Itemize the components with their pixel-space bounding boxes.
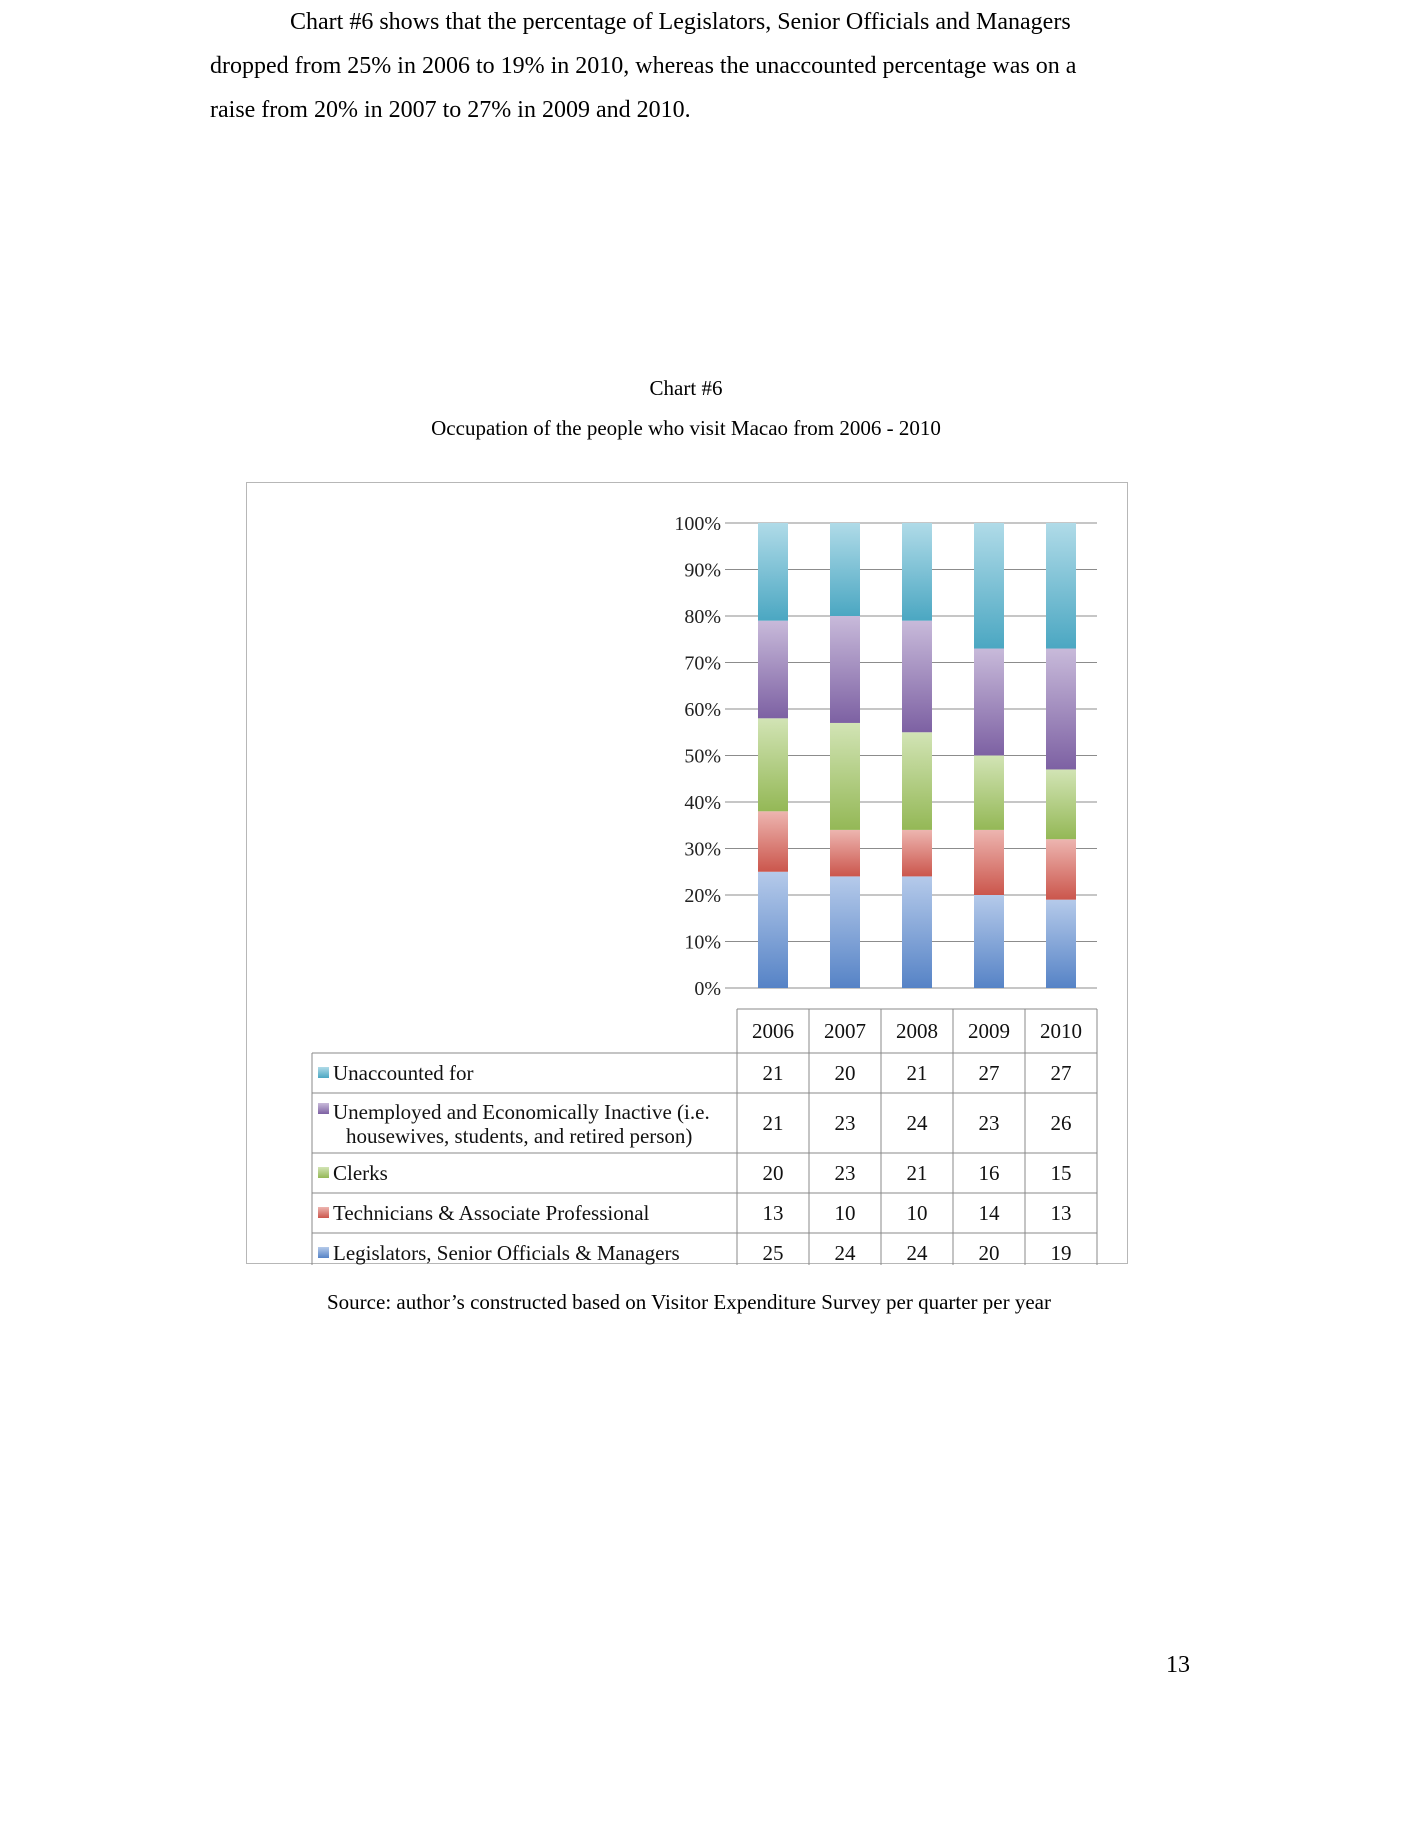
- bar-segment: [830, 876, 860, 988]
- chart-label: Chart #6: [649, 376, 723, 400]
- bar-segment: [902, 523, 932, 621]
- page-number: 13: [1166, 1652, 1190, 1678]
- bar-segment: [902, 876, 932, 988]
- data-label: 23: [834, 1111, 856, 1135]
- legend-swatch: [318, 1103, 329, 1114]
- data-label: 24: [906, 1111, 928, 1135]
- y-tick-label: 40%: [684, 792, 721, 814]
- data-label: 16: [978, 1161, 1000, 1185]
- legend-label: housewives, students, and retired person): [346, 1124, 693, 1148]
- data-label: 21: [906, 1061, 928, 1085]
- bar-segment: [830, 523, 860, 616]
- bar-segment: [758, 523, 788, 621]
- chart-caption: Occupation of the people who visit Macao from 2006 - 2010: [431, 416, 941, 440]
- legend-swatch: [318, 1247, 329, 1258]
- data-label: 26: [1050, 1111, 1072, 1135]
- data-label: 21: [906, 1161, 928, 1185]
- bar-segment: [758, 718, 788, 811]
- data-label: 24: [834, 1241, 856, 1265]
- x-tick-label: 2010: [1040, 1019, 1082, 1043]
- data-label: 25: [762, 1241, 784, 1265]
- data-label: 13: [1050, 1201, 1072, 1225]
- source-note: Source: author’s constructed based on Visitor Expenditure Survey per quarter per year: [327, 1290, 1051, 1314]
- bar-segment: [1046, 839, 1076, 899]
- bar-segment: [830, 616, 860, 723]
- y-tick-label: 10%: [684, 931, 721, 954]
- paragraph-line-1: Chart #6 shows that the percentage of Legislators, Senior Officials and Managers: [290, 9, 1071, 35]
- x-tick-label: 2007: [824, 1019, 866, 1043]
- data-label: 10: [834, 1201, 856, 1225]
- bar-segment: [1046, 769, 1076, 839]
- data-label: 15: [1050, 1161, 1072, 1185]
- legend-label: Unemployed and Economically Inactive (i.e.: [333, 1100, 710, 1124]
- body-paragraph: [210, 0, 1220, 132]
- legend-swatch: [318, 1067, 329, 1078]
- legend-label: Unaccounted for: [333, 1061, 474, 1085]
- y-tick-label: 80%: [684, 606, 721, 628]
- data-label: 19: [1050, 1241, 1072, 1265]
- data-label: 27: [978, 1061, 1000, 1085]
- paragraph-line-2: dropped from 25% in 2006 to 19% in 2010, whereas the unaccounted percentage was on a: [210, 53, 1077, 79]
- x-tick-label: 2009: [968, 1019, 1010, 1043]
- bar-segment: [1046, 523, 1076, 649]
- data-label: 24: [906, 1241, 928, 1265]
- bar-segment: [902, 830, 932, 877]
- y-tick-label: 20%: [684, 885, 721, 907]
- bar-segment: [758, 872, 788, 988]
- data-label: 20: [978, 1241, 1000, 1265]
- bar-segment: [830, 723, 860, 830]
- bar-segment: [974, 756, 1004, 830]
- data-label: 10: [906, 1201, 928, 1225]
- bar-segment: [830, 830, 860, 877]
- bar-segment: [974, 523, 1004, 649]
- bar-segment: [974, 895, 1004, 988]
- y-tick-label: 0%: [694, 978, 721, 1000]
- y-tick-label: 50%: [684, 745, 721, 768]
- bar-segment: [758, 811, 788, 871]
- data-label: 20: [762, 1161, 784, 1185]
- y-tick-label: 90%: [684, 559, 721, 582]
- paragraph-line-3: raise from 20% in 2007 to 27% in 2009 and 2010.: [210, 97, 691, 123]
- y-tick-label: 100%: [674, 513, 721, 535]
- bar-segment: [974, 830, 1004, 895]
- y-tick-label: 70%: [684, 652, 721, 675]
- data-label: 23: [834, 1161, 856, 1185]
- legend-label: Technicians & Associate Professional: [333, 1201, 650, 1225]
- data-label: 14: [978, 1201, 1000, 1225]
- stacked-bar-chart: [247, 483, 1129, 1265]
- bar-segment: [902, 621, 932, 733]
- x-tick-label: 2008: [896, 1019, 938, 1043]
- y-tick-label: 60%: [684, 699, 721, 721]
- data-label: 21: [762, 1111, 784, 1135]
- data-label: 13: [762, 1201, 784, 1225]
- legend-label: Legislators, Senior Officials & Managers: [333, 1241, 680, 1265]
- legend-label: Clerks: [333, 1161, 388, 1185]
- data-label: 27: [1050, 1061, 1072, 1085]
- legend-swatch: [318, 1207, 329, 1218]
- bar-segment: [1046, 900, 1076, 988]
- bar-segment: [902, 732, 932, 830]
- legend-swatch: [318, 1167, 329, 1178]
- x-tick-label: 2006: [752, 1019, 794, 1043]
- chart-frame: [246, 482, 1128, 1264]
- data-label: 20: [834, 1061, 856, 1085]
- bar-segment: [974, 649, 1004, 756]
- data-label: 21: [762, 1061, 784, 1085]
- bar-segment: [1046, 649, 1076, 770]
- y-tick-label: 30%: [684, 838, 721, 861]
- data-label: 23: [978, 1111, 1000, 1135]
- bar-segment: [758, 621, 788, 719]
